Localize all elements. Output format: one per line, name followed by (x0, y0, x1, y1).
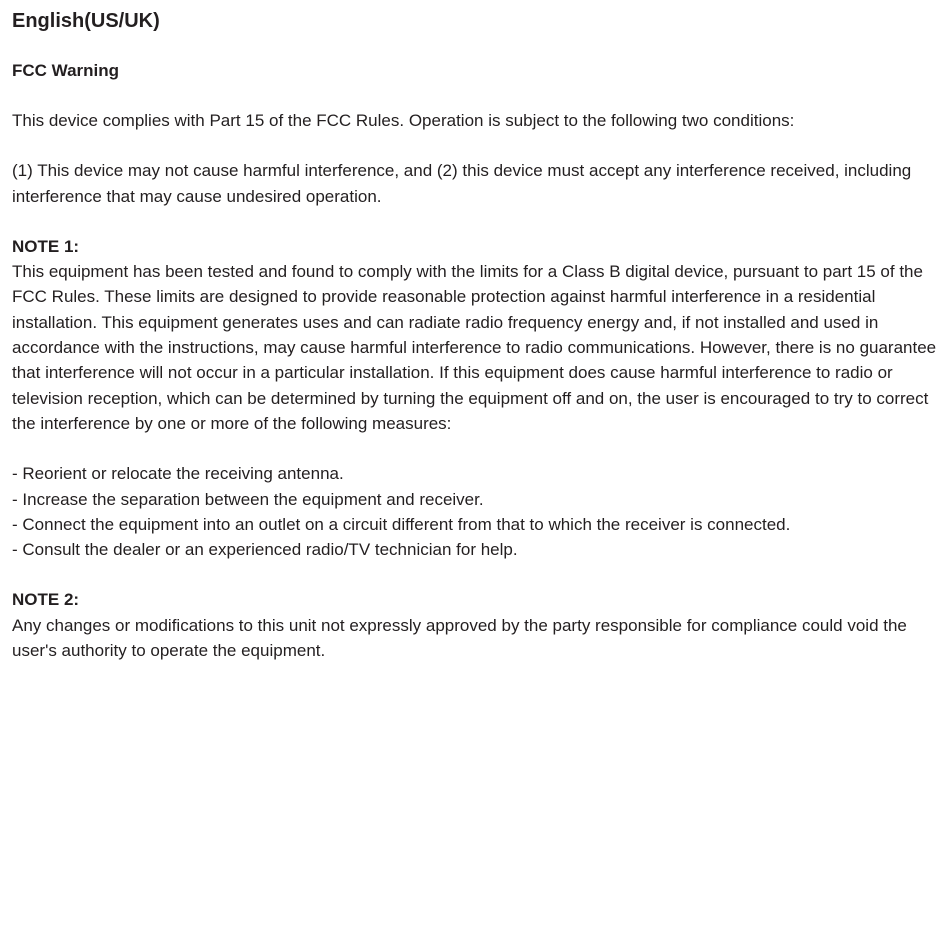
language-heading: English(US/UK) (12, 10, 160, 32)
note-2-label: NOTE 2: (12, 590, 80, 610)
list-item: - Consult the dealer or an experienced radio/TV technician for help. (12, 537, 942, 562)
list-item: - Increase the separation between the equipment and receiver. (12, 487, 942, 512)
list-item: - Reorient or relocate the receiving antenna. (12, 461, 942, 486)
fcc-document (12, 8, 942, 663)
note-1 (12, 234, 942, 563)
intro-paragraph: This device complies with Part 15 of the FCC Rules. Operation is subject to the following two conditions: (12, 111, 795, 130)
section-heading: FCC Warning (12, 61, 120, 80)
measures-list (12, 461, 942, 562)
note-2-text: Any changes or modifications to this unit not expressly approved by the party responsible for compliance could void the user's authority to operate the equipment. (12, 615, 907, 661)
list-item: - Connect the equipment into an outlet on a circuit different from that to which the receiver is connected. (12, 512, 942, 537)
conditions-paragraph: (1) This device may not cause harmful interference, and (2) this device must accept any interference received, including interference that may cause undesired operation. (12, 161, 912, 206)
note-2 (12, 587, 942, 663)
note-1-label: NOTE 1: (12, 236, 80, 256)
note-1-text: This equipment has been tested and found to comply with the limits for a Class B digital device, pursuant to part 15 of the FCC Rules. These limits are designed to provide reasonable protection against harmful interference in a residential installation. This equipment generates uses and can radiate radio frequency energy and, if not installed and used in accordance with the instructions, may cause harmful interference to radio communications. However, there is no guarantee that interference will not occur in a particular installation. If this equipment does cause harmful interference to radio or television reception, which can be determined by turning the equipment off and on, the user is encouraged to try to correct the interference by one or more of the following measures: (12, 262, 937, 433)
